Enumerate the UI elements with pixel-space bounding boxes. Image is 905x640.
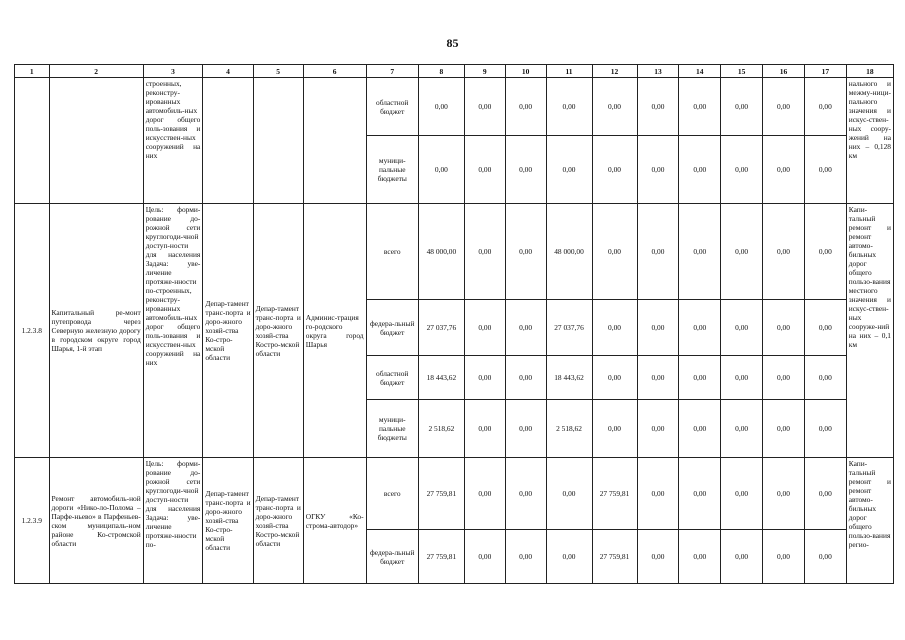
amount-cell: 0,00 xyxy=(721,78,763,136)
item-code: 1.2.3.8 xyxy=(15,204,50,458)
amount-cell: 0,00 xyxy=(763,356,805,400)
amount-cell: 27 759,81 xyxy=(418,530,464,584)
organization-cell: Админис-трация го-родского округа город Шарья xyxy=(303,204,366,458)
amount-cell: 0,00 xyxy=(418,136,464,204)
result-cell: Капи-тальный ремонт и ремонт автомо-бильных дорог общего пользо-вания регио- xyxy=(846,458,893,584)
amount-cell: 0,00 xyxy=(721,356,763,400)
column-number: 7 xyxy=(366,65,418,78)
amount-cell: 0,00 xyxy=(679,136,721,204)
amount-cell: 0,00 xyxy=(637,400,679,458)
amount-cell: 0,00 xyxy=(637,530,679,584)
column-number: 10 xyxy=(505,65,546,78)
amount-cell: 0,00 xyxy=(505,136,546,204)
column-number: 15 xyxy=(721,65,763,78)
item-code: 1.2.3.9 xyxy=(15,458,50,584)
executor-cell: Депар-тамент транс-порта и доро-жного хозяй-ства Ко-стро-мской области xyxy=(203,204,253,458)
column-number: 2 xyxy=(49,65,143,78)
amount-cell: 0,00 xyxy=(804,300,846,356)
column-number: 11 xyxy=(546,65,592,78)
coexecutor-cell xyxy=(253,78,303,204)
amount-cell: 0,00 xyxy=(763,204,805,300)
amount-cell: 48 000,00 xyxy=(418,204,464,300)
amount-cell: 0,00 xyxy=(464,530,505,584)
amount-cell: 0,00 xyxy=(804,530,846,584)
column-number: 8 xyxy=(418,65,464,78)
amount-cell: 0,00 xyxy=(721,136,763,204)
funding-source: муници-пальные бюджеты xyxy=(366,136,418,204)
executor-cell: Депар-тамент транс-порта и доро-жного хозяй-ства Ко-стро-мской области xyxy=(203,458,253,584)
amount-cell: 0,00 xyxy=(637,300,679,356)
amount-cell: 0,00 xyxy=(546,136,592,204)
amount-cell: 0,00 xyxy=(804,204,846,300)
item-name: Ремонт автомобиль-ной дороги «Нико-ло-Полома – Парфе-ньево» в Парфеньев-ском муниципаль-ном районе Ко-стромской области xyxy=(49,458,143,584)
amount-cell: 0,00 xyxy=(592,400,637,458)
amount-cell: 0,00 xyxy=(546,78,592,136)
table-row xyxy=(15,204,894,300)
amount-cell: 0,00 xyxy=(679,458,721,530)
amount-cell: 0,00 xyxy=(721,458,763,530)
executor-cell xyxy=(203,78,253,204)
column-number: 17 xyxy=(804,65,846,78)
amount-cell: 27 759,81 xyxy=(418,458,464,530)
amount-cell: 0,00 xyxy=(804,400,846,458)
amount-cell: 0,00 xyxy=(763,530,805,584)
table-row xyxy=(15,78,894,136)
column-number: 16 xyxy=(763,65,805,78)
column-number: 5 xyxy=(253,65,303,78)
amount-cell: 0,00 xyxy=(592,78,637,136)
amount-cell: 0,00 xyxy=(804,78,846,136)
amount-cell: 0,00 xyxy=(637,78,679,136)
amount-cell: 0,00 xyxy=(505,78,546,136)
amount-cell: 0,00 xyxy=(505,300,546,356)
amount-cell: 27 037,76 xyxy=(546,300,592,356)
amount-cell: 0,00 xyxy=(763,400,805,458)
amount-cell: 0,00 xyxy=(721,530,763,584)
amount-cell: 0,00 xyxy=(637,136,679,204)
amount-cell: 0,00 xyxy=(804,136,846,204)
amount-cell: 0,00 xyxy=(464,400,505,458)
amount-cell: 0,00 xyxy=(637,356,679,400)
amount-cell: 0,00 xyxy=(804,356,846,400)
column-number: 12 xyxy=(592,65,637,78)
coexecutor-cell: Депар-тамент транс-порта и доро-жного хозяй-ства Костро-мской области xyxy=(253,204,303,458)
amount-cell: 0,00 xyxy=(679,300,721,356)
amount-cell: 0,00 xyxy=(592,300,637,356)
amount-cell: 0,00 xyxy=(592,204,637,300)
column-number: 14 xyxy=(679,65,721,78)
amount-cell: 0,00 xyxy=(592,136,637,204)
amount-cell: 0,00 xyxy=(763,136,805,204)
funding-source: муници-пальные бюджеты xyxy=(366,400,418,458)
organization-cell xyxy=(303,78,366,204)
amount-cell: 0,00 xyxy=(679,530,721,584)
amount-cell: 0,00 xyxy=(763,458,805,530)
amount-cell: 0,00 xyxy=(464,458,505,530)
column-number: 6 xyxy=(303,65,366,78)
header-row xyxy=(15,65,894,78)
table-row xyxy=(15,458,894,530)
amount-cell: 0,00 xyxy=(679,400,721,458)
result-cell: нального и межму-ници-пального значения и искус-ствен-ных соору-жений на них – 0,128 км xyxy=(846,78,893,204)
item-name: Капитальный ре-монт путепровода через Северную железную дорогу в городском округе город Шарья, 1-й этап xyxy=(49,204,143,458)
funding-source: всего xyxy=(366,458,418,530)
amount-cell: 27 759,81 xyxy=(592,530,637,584)
amount-cell: 0,00 xyxy=(464,136,505,204)
amount-cell: 0,00 xyxy=(464,204,505,300)
amount-cell: 0,00 xyxy=(505,400,546,458)
amount-cell: 0,00 xyxy=(418,78,464,136)
goal-cell: Цель: форми-рование до-рожной сети круглогоди-чной доступ-ности для населения Задача: уве-личение протяже-нности по-строенных, реконстру-ированных автомобиль-ных дорог общего поль-зования и искусствен-ных сооружений на них xyxy=(143,204,203,458)
funding-source: областной бюджет xyxy=(366,356,418,400)
amount-cell: 27 759,81 xyxy=(592,458,637,530)
amount-cell: 0,00 xyxy=(546,458,592,530)
amount-cell: 0,00 xyxy=(763,78,805,136)
page-number: 85 xyxy=(446,36,459,50)
amount-cell: 0,00 xyxy=(505,356,546,400)
funding-source: федера-льный бюджет xyxy=(366,530,418,584)
amount-cell: 0,00 xyxy=(721,400,763,458)
amount-cell: 0,00 xyxy=(679,204,721,300)
funding-source: областной бюджет xyxy=(366,78,418,136)
amount-cell: 0,00 xyxy=(679,356,721,400)
column-number: 13 xyxy=(637,65,679,78)
column-number: 1 xyxy=(15,65,50,78)
organization-cell: ОГКУ «Ко-строма-автодор» xyxy=(303,458,366,584)
amount-cell: 2 518,62 xyxy=(418,400,464,458)
amount-cell: 0,00 xyxy=(804,458,846,530)
amount-cell: 48 000,00 xyxy=(546,204,592,300)
name-cell xyxy=(49,78,143,204)
amount-cell: 0,00 xyxy=(763,300,805,356)
amount-cell: 2 518,62 xyxy=(546,400,592,458)
amount-cell: 0,00 xyxy=(721,300,763,356)
amount-cell: 0,00 xyxy=(464,300,505,356)
funding-source: федера-льный бюджет xyxy=(366,300,418,356)
amount-cell: 0,00 xyxy=(546,530,592,584)
amount-cell: 27 037,76 xyxy=(418,300,464,356)
amount-cell: 18 443,62 xyxy=(546,356,592,400)
amount-cell: 0,00 xyxy=(505,458,546,530)
amount-cell: 0,00 xyxy=(464,78,505,136)
goal-cell: строенных, реконстру-ированных автомобиль-ных дорог общего поль-зования и искусствен-ных сооружений на них xyxy=(143,78,203,204)
goal-cell: Цель: форми-рование до-рожной сети круглогоди-чной доступ-ности для населения Задача: уве-личение протяже-нности по- xyxy=(143,458,203,584)
amount-cell: 0,00 xyxy=(679,78,721,136)
amount-cell: 0,00 xyxy=(721,204,763,300)
amount-cell: 0,00 xyxy=(637,458,679,530)
amount-cell: 18 443,62 xyxy=(418,356,464,400)
funding-source: всего xyxy=(366,204,418,300)
amount-cell: 0,00 xyxy=(505,530,546,584)
amount-cell: 0,00 xyxy=(505,204,546,300)
column-number: 4 xyxy=(203,65,253,78)
result-cell: Капи-тальный ремонт и ремонт автомо-бильных дорог общего пользо-вания местного значения и искус-ствен-ных сооруже-ний на них – 0,1 км xyxy=(846,204,893,458)
amount-cell: 0,00 xyxy=(464,356,505,400)
budget-table xyxy=(14,64,894,584)
code-cell xyxy=(15,78,50,204)
coexecutor-cell: Депар-тамент транс-порта и доро-жного хозяй-ства Костро-мской области xyxy=(253,458,303,584)
column-number: 3 xyxy=(143,65,203,78)
column-number: 9 xyxy=(464,65,505,78)
amount-cell: 0,00 xyxy=(592,356,637,400)
column-number: 18 xyxy=(846,65,893,78)
amount-cell: 0,00 xyxy=(637,204,679,300)
